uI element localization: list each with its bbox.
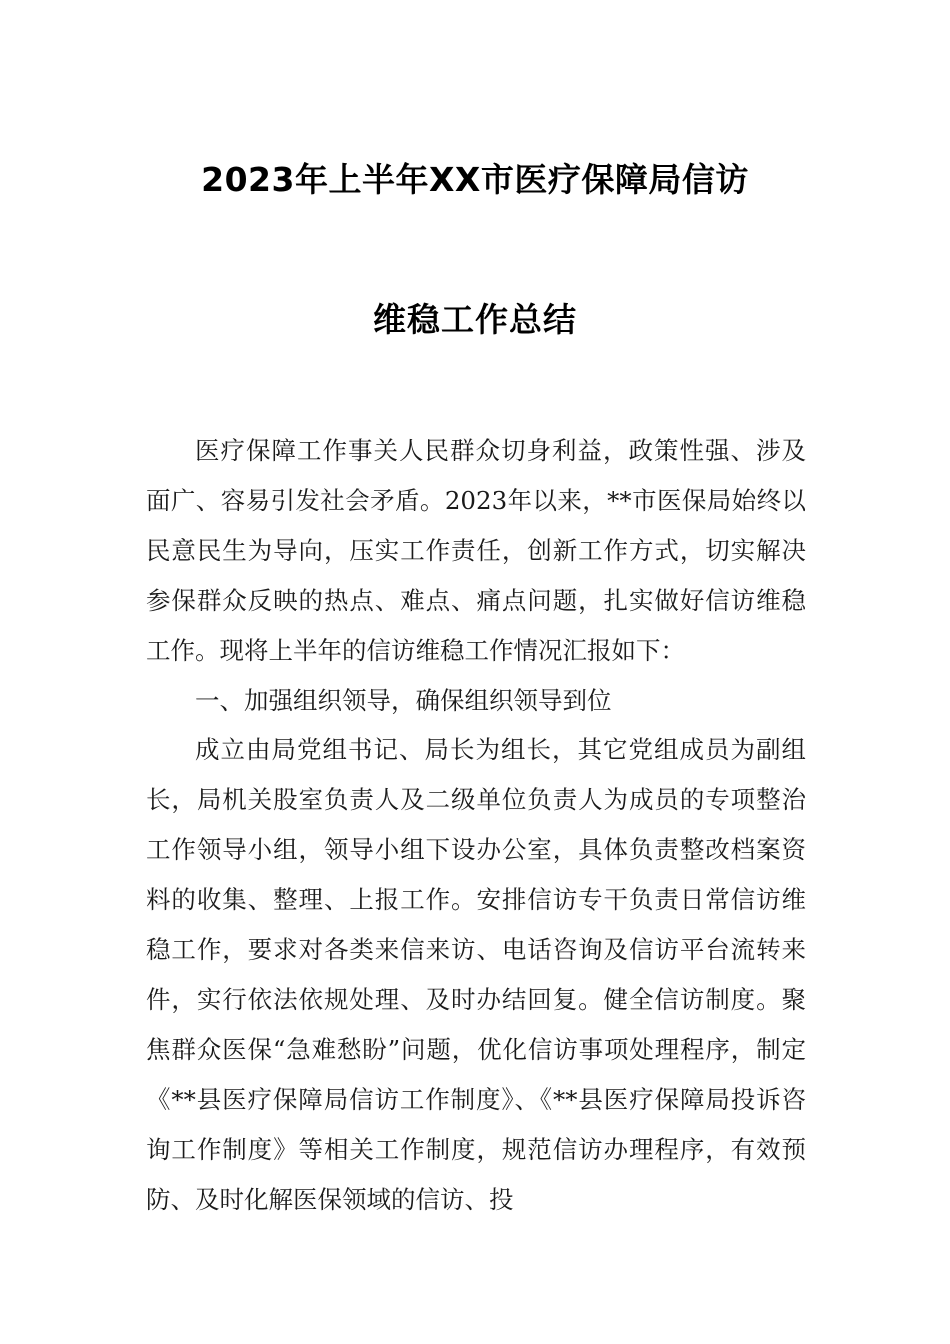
document-title-line-1: 2023年上半年XX市医疗保障局信访	[201, 160, 749, 199]
intro-paragraph: 医疗保障工作事关人民群众切身利益，政策性强、涉及面广、容易引发社会矛盾。2023年以来，**市医保局始终以民意民生为导向，压实工作责任，创新工作方式，切实解决参保群众反映的热点、难点、痛点问题，扎实做好信访维稳工作。现将上半年的信访维稳工作情况汇报如下：	[146, 436, 806, 665]
document-title-line-2: 维稳工作总结	[373, 300, 577, 339]
section-1-paragraph: 成立由局党组书记、局长为组长，其它党组成员为副组长，局机关股室负责人及二级单位负责人为成员的专项整治工作领导小组，领导小组下设办公室，具体负责整改档案资料的收集、整理、上报工作。安排信访专干负责日常信访维稳工作，要求对各类来信来访、电话咨询及信访平台流转来件，实行依法依规处理、及时办结回复。健全信访制度。聚焦群众医保“急难愁盼”问题，优化信访事项处理程序，制定《**县医疗保障局信访工作制度》、《**县医疗保障局投诉咨询工作制度》等相关工作制度，规范信访办理程序，有效预防、及时化解医保领域的信访、投	[146, 735, 806, 1214]
document-body	[146, 426, 806, 1225]
section-heading-1: 一、加强组织领导，确保组织领导到位	[195, 685, 612, 715]
